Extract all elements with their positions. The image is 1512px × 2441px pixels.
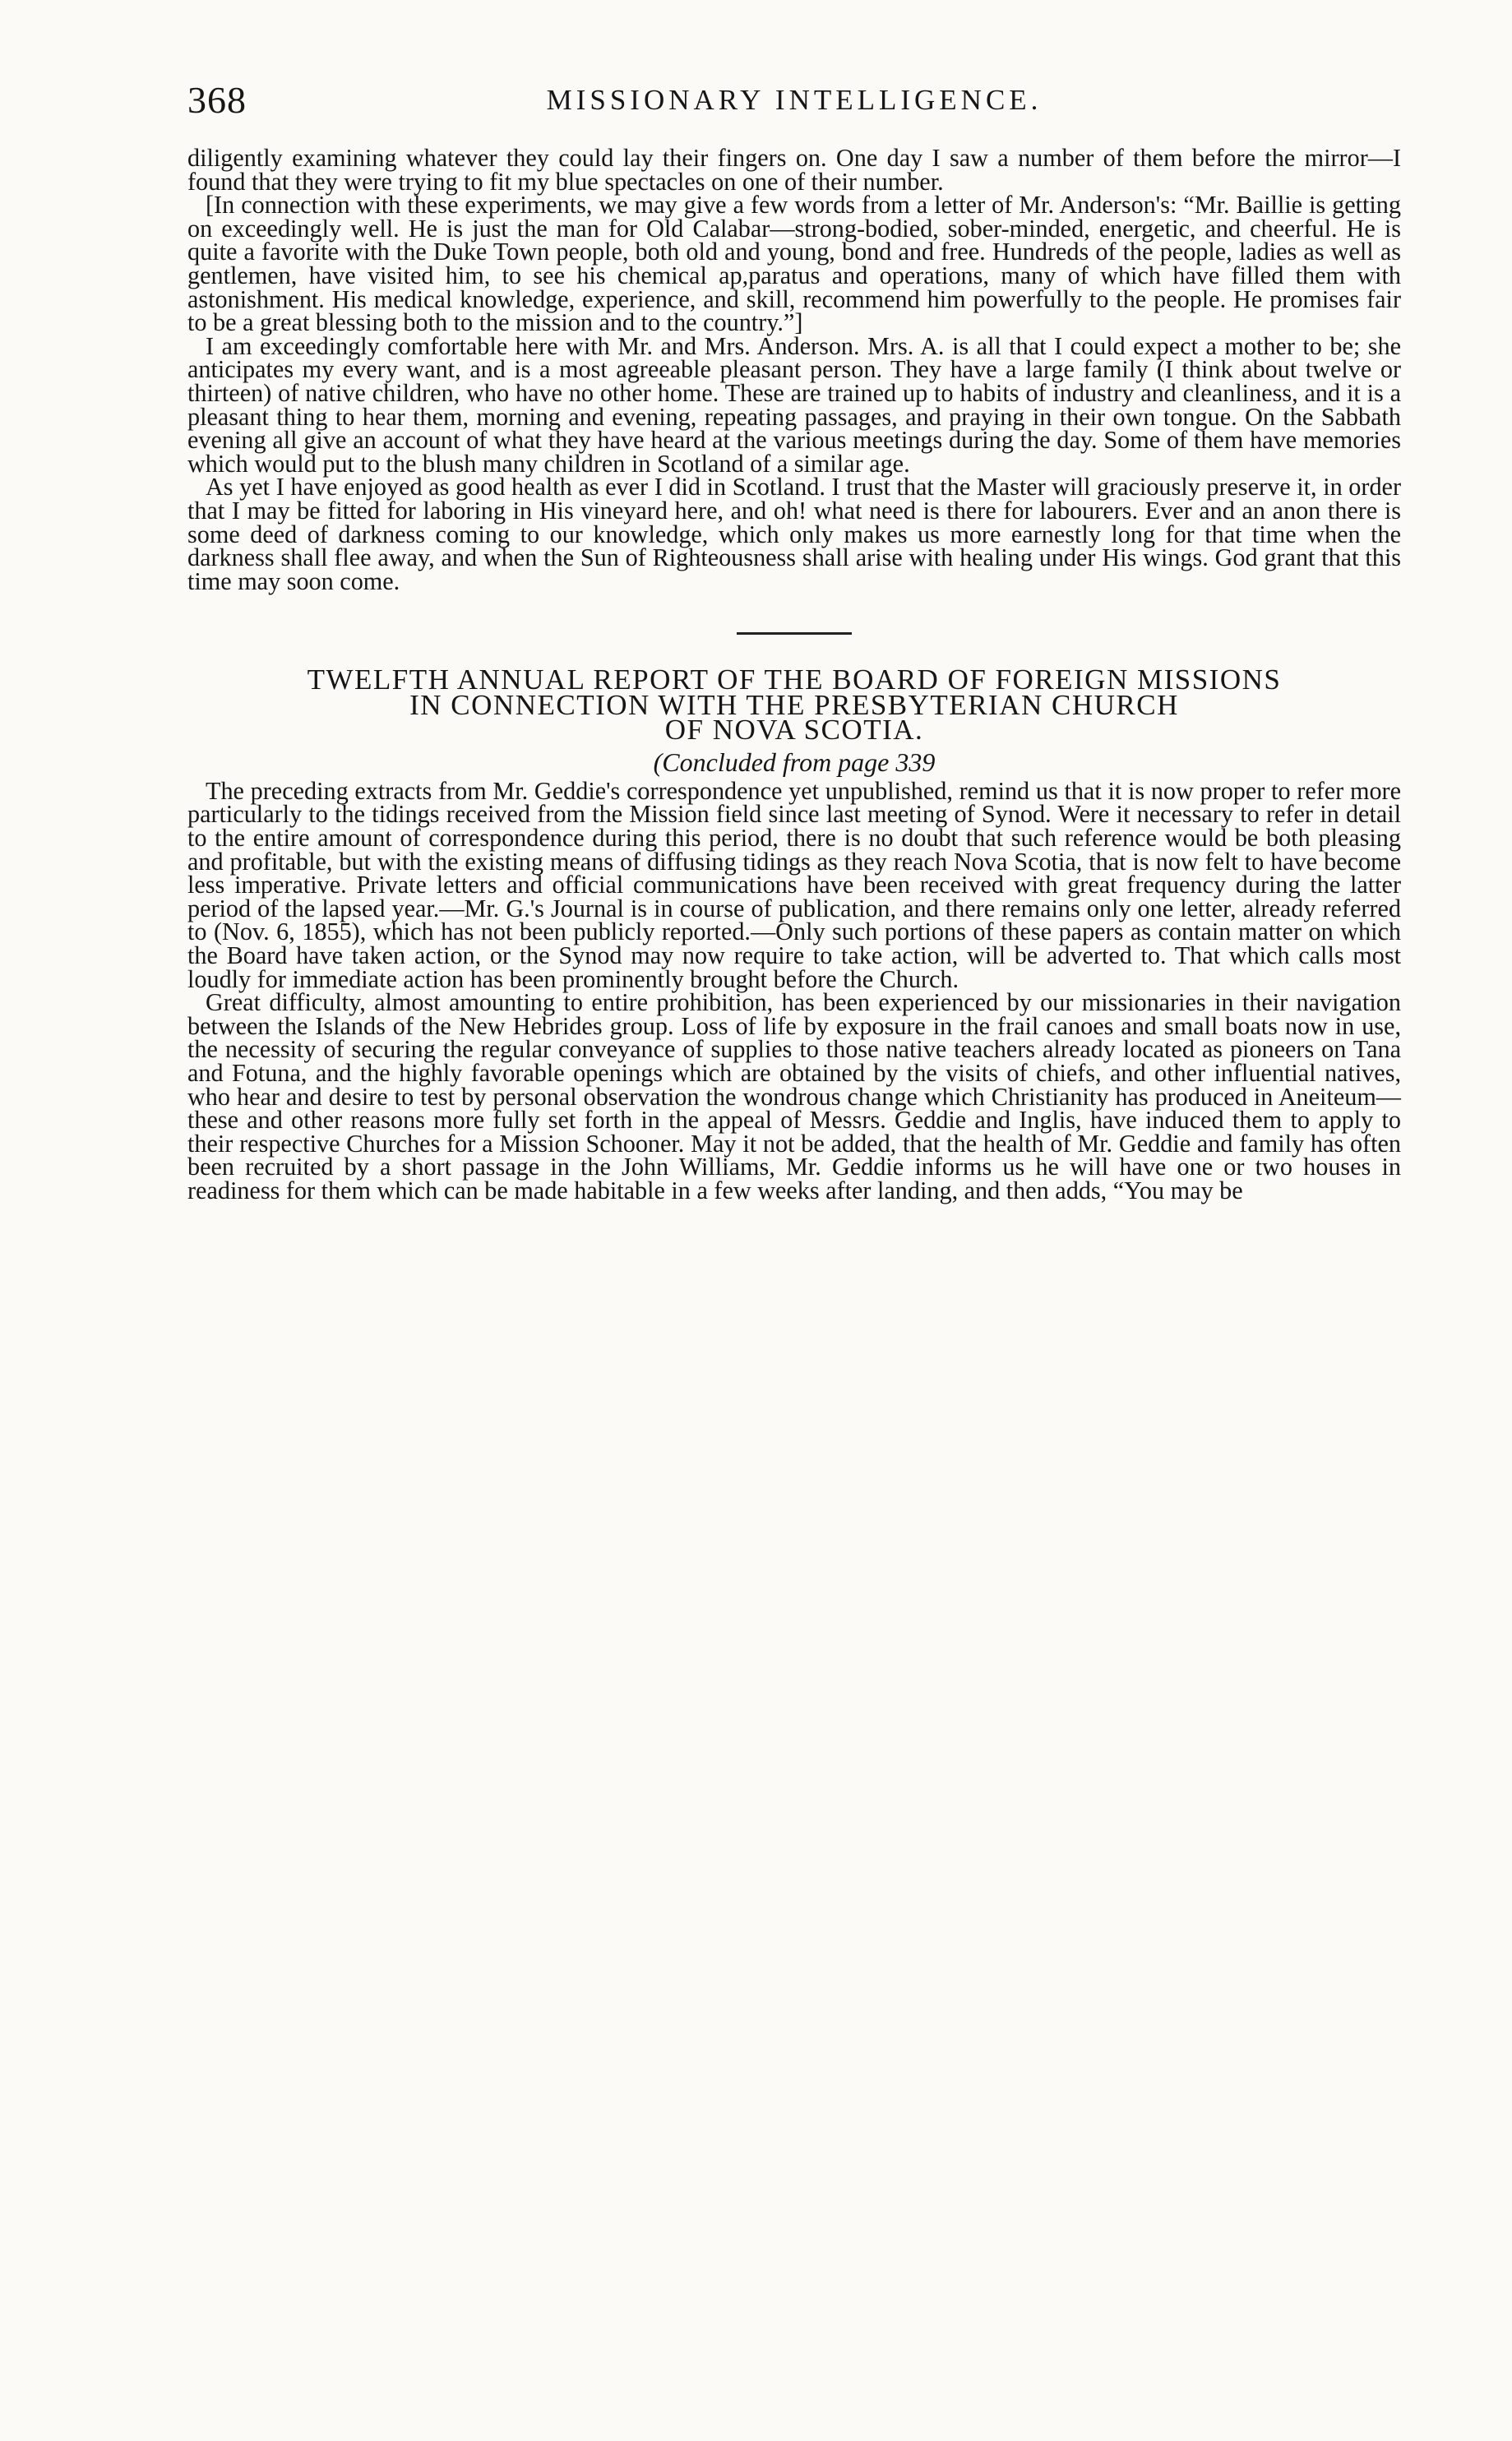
report-section <box>187 663 1401 1204</box>
running-head: MISSIONARY INTELLIGENCE. <box>546 84 1043 116</box>
report-paragraph: Great difficulty, almost amounting to entire prohibition, has been experienced by our missionaries in their navigation between the Islands of the New Hebrides group. Loss of life by exposure in the frail canoes and small boats now in use, the necessity of securing the regular conveyance of supplies to those native teachers already located as pioneers on Tana and Fotuna, and the highly favorable openings which are obtained by the visits of chiefs, and other influential natives, who hear and desire to test by personal observation the wondrous change which Christianity has produced in Aneiteum—these and other reasons more fully set forth in the appeal of Messrs. Geddie and Inglis, have induced them to apply to their respective Churches for a Mission Schooner. May it not be added, that the health of Mr. Geddie and family has often been recruited by a short passage in the John Williams, Mr. Geddie informs us he will have one or two houses in readiness for them which can be made habitable in a few weeks after landing, and then adds, “You may be <box>187 988 1401 1204</box>
report-title-line: OF NOVA SCOTIA. <box>664 714 924 747</box>
letter-paragraph: diligently examining whatever they could lay their fingers on. One day I saw a number of them before the mirror—I found that they were trying to fit my blue spectacles on one of their number. <box>187 144 1401 196</box>
page-number: 368 <box>187 79 247 121</box>
report-paragraph: The preceding extracts from Mr. Geddie's correspondence yet unpublished, remind us that it is now proper to refer more particularly to the tidings received from the Mission field since last meeting of Synod. Were it necessary to refer in detail to the entire amount of correspondence during this period, there is no doubt that such reference would be both pleasing and profitable, but with the existing means of diffusing tidings as they reach Nova Scotia, that is now felt to have become less imperative. Private letters and official communications have been received with great frequency during the latter period of the lapsed year.—Mr. G.'s Journal is in course of publication, and there remains only one letter, already referred to (Nov. 6, 1855), which has not been publicly reported.—Only such portions of these papers as contain matter on which the Board have taken action, or the Synod may now require to take action, will be adverted to. That which calls most loudly for immediate action has been prominently brought before the Church. <box>187 776 1401 993</box>
report-subheading: (Concluded from page 339 <box>653 747 936 777</box>
letter-paragraph: [In connection with these experiments, we may give a few words from a letter of Mr. Anderson's: “Mr. Baillie is getting on exceedingly well. He is just the man for Old Calabar—strong-bodied, sober-minded, energetic, and cheerful. He is quite a favorite with the Duke Town people, both old and young, bond and free. Hundreds of the people, ladies as well as gentlemen, have visited him, to see his chemical ap,paratus and operations, many of which have filled them with astonishment. His medical knowledge, experience, and skill, recommend him powerfully to the people. He promises fair to be a great blessing both to the mission and to the country.”] <box>187 191 1401 337</box>
letter-paragraph: As yet I have enjoyed as good health as ever I did in Scotland. I trust that the Master will graciously preserve it, in order that I may be fitted for laboring in His vineyard here, and oh! what need is there for labourers. Ever and an anon there is some deed of darkness coming to our knowledge, which only makes us more earnestly long for that time when the darkness shall flee away, and when the Sun of Righteousness shall arise with healing under His wings. God grant that this time may soon come. <box>187 473 1401 595</box>
letter-section <box>187 146 1401 593</box>
letter-paragraph: I am exceedingly comfortable here with Mr. and Mrs. Anderson. Mrs. A. is all that I could expect a mother to be; she anticipates my every want, and is a most agreeable pleasant person. They have a large family (I think about twelve or thirteen) of native children, who have no other home. These are trained up to habits of industry and cleanliness, and it is a pleasant thing to hear them, morning and evening, repeating passages, and praying in their own tongue. On the Sabbath evening all give an account of what they have heard at the various meetings during the day. Some of them have memories which would put to the blush many children in Scotland of a similar age. <box>187 331 1401 478</box>
body-text <box>187 146 1401 1202</box>
page-header <box>187 76 1401 125</box>
report-title-line: TWELFTH ANNUAL REPORT OF THE BOARD OF FOREIGN MISSIONS <box>307 663 1282 696</box>
report-title <box>187 663 1401 747</box>
report-title-line: IN CONNECTION WITH THE PRESBYTERIAN CHURCH <box>409 688 1179 721</box>
section-divider <box>737 632 852 635</box>
